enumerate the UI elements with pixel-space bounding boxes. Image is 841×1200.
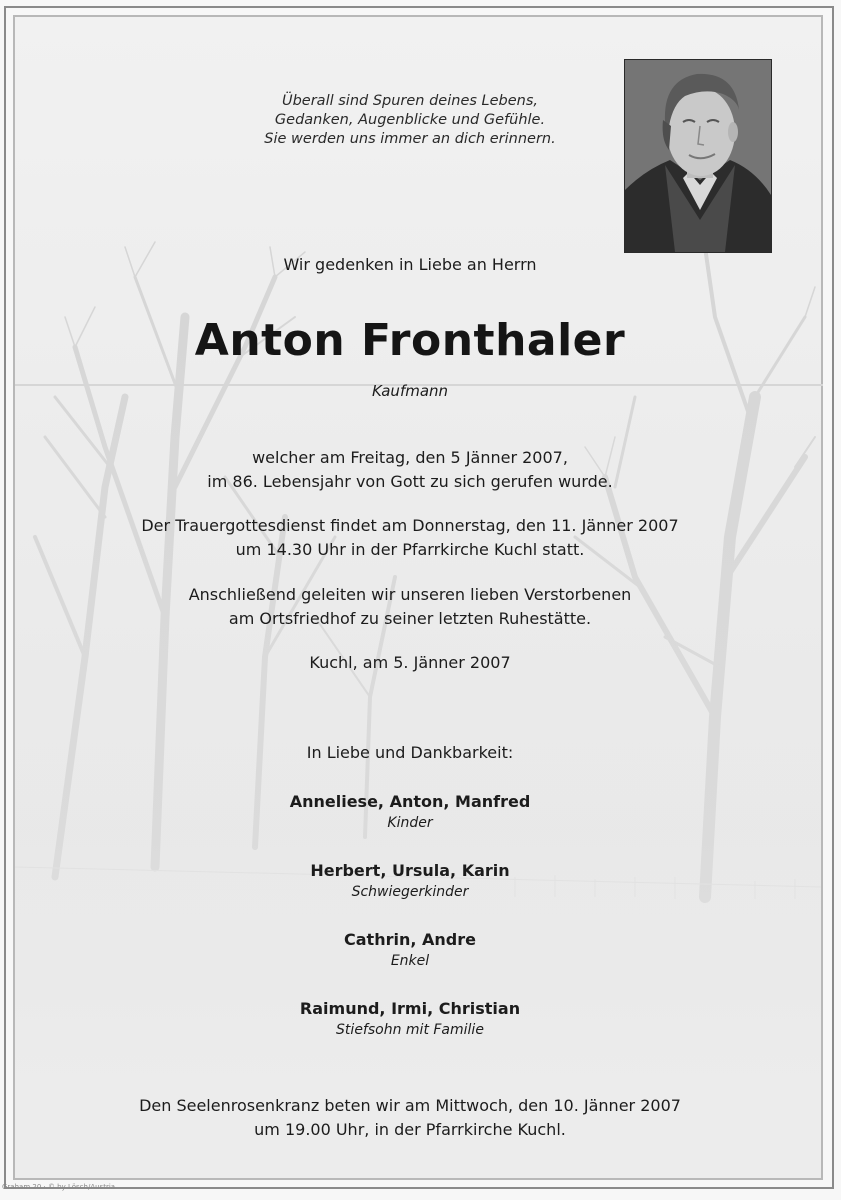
rosary-line: Den Seelenrosenkranz beten wir am Mittwoch, den 10. Jänner 2007	[139, 1096, 681, 1115]
family-group-in-laws	[0, 860, 820, 902]
deceased-name: Anton Fronthaler	[194, 315, 626, 366]
family-names: Cathrin, Andre	[344, 930, 476, 949]
family-group-stepson	[0, 998, 820, 1040]
death-notice-line: welcher am Freitag, den 5 Jänner 2007,	[252, 448, 568, 467]
burial-line: am Ortsfriedhof zu seiner letzten Ruhestätte.	[228, 609, 592, 628]
intro-line: Wir gedenken in Liebe an Herrn	[283, 255, 537, 274]
family-relation: Stiefsohn mit Familie	[336, 1022, 484, 1038]
place-and-date: Kuchl, am 5. Jänner 2007	[309, 653, 511, 672]
family-relation: Kinder	[387, 815, 433, 831]
gratitude-heading: In Liebe und Dankbarkeit:	[306, 743, 514, 762]
rosary-notice	[0, 1094, 820, 1142]
family-relation: Schwiegerkinder	[351, 884, 469, 900]
print-footer: Graham 20 · © by Lösch/Austria	[2, 1183, 116, 1191]
memorial-quote	[200, 92, 620, 149]
service-line: um 14.30 Uhr in der Pfarrkirche Kuchl statt.	[235, 540, 585, 559]
deceased-occupation: Kaufmann	[371, 382, 449, 400]
family-names: Anneliese, Anton, Manfred	[289, 792, 531, 811]
portrait-image	[625, 60, 771, 252]
death-notice-line: im 86. Lebensjahr von Gott zu sich gerufen wurde.	[207, 472, 613, 491]
quote-line: Gedanken, Augenblicke und Gefühle.	[274, 112, 546, 128]
family-group-children	[0, 791, 820, 833]
quote-line: Sie werden uns immer an dich erinnern.	[264, 131, 556, 147]
family-relation: Enkel	[390, 953, 430, 969]
service-line: Der Trauergottesdienst findet am Donnerstag, den 11. Jänner 2007	[141, 516, 679, 535]
funeral-service-notice	[0, 514, 820, 562]
death-notice	[0, 446, 820, 494]
portrait-photo	[624, 59, 772, 253]
burial-line: Anschließend geleiten wir unseren lieben Verstorbenen	[188, 585, 632, 604]
burial-notice	[0, 583, 820, 631]
family-names: Herbert, Ursula, Karin	[310, 861, 510, 880]
quote-line: Überall sind Spuren deines Lebens,	[281, 93, 539, 109]
rosary-line: um 19.00 Uhr, in der Pfarrkirche Kuchl.	[254, 1120, 566, 1139]
family-group-grandchildren	[0, 929, 820, 971]
family-names: Raimund, Irmi, Christian	[299, 999, 521, 1018]
